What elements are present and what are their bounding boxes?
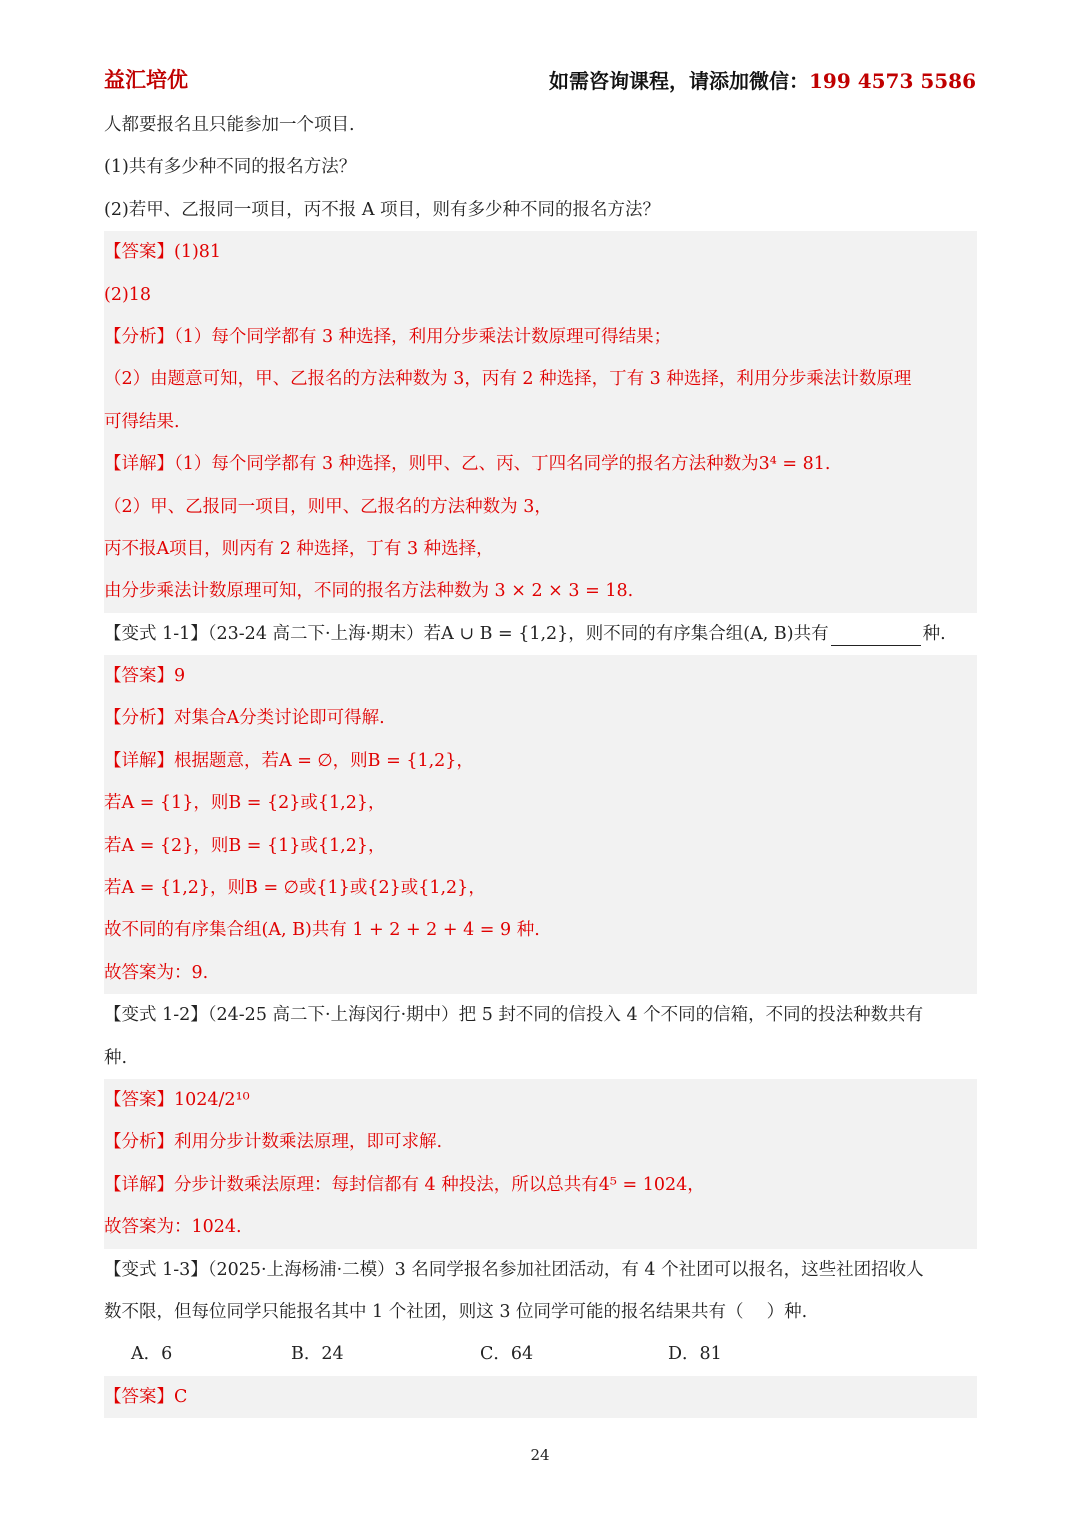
answer-line: (2)18	[104, 284, 152, 305]
choice-b: B．24	[291, 1344, 344, 1365]
detail-line	[104, 1164, 977, 1206]
question-tag: 【变式 1-2】	[104, 1005, 208, 1026]
answer-tag: 【答案】	[104, 1089, 174, 1110]
analysis-line	[104, 1121, 977, 1163]
question-text: （2025·上海杨浦·二模）3 名同学报名参加社团活动，有 4 个社团可以报名，这些社团招收人	[207, 1259, 924, 1280]
answer-tag: 【答案】	[104, 1386, 174, 1407]
detail-line: 故答案为：1024.	[104, 1217, 242, 1238]
detail-tag: 【详解】	[104, 750, 174, 771]
detail-line: 若A = {1,2}，则B = ∅或{1}或{2}或{1,2}，	[104, 878, 486, 899]
detail-line: 若A = {1}，则B = {2}或{1,2}，	[104, 793, 386, 814]
question-tag: 【变式 1-3】	[104, 1259, 208, 1280]
detail-text: （1）每个同学都有 3 种选择，则甲、乙、丙、丁四名同学的报名方法种数为3⁴ = 81.	[174, 454, 831, 475]
detail-line: 由分步乘法计数原理可知，不同的报名方法种数为 3 × 2 × 3 = 18.	[104, 581, 634, 602]
contact-prefix: 如需咨询课程，请添加微信：	[548, 68, 809, 93]
analysis-text: （1）每个同学都有 3 种选择，利用分步乘法计数原理可得结果；	[174, 326, 672, 347]
choice-a: A．6	[131, 1344, 173, 1365]
detail-tag: 【详解】	[104, 454, 174, 475]
detail-line	[104, 740, 977, 782]
detail-text: 根据题意，若A = ∅，则B = {1,2}，	[174, 750, 474, 771]
choice-c: C．64	[480, 1344, 534, 1365]
answer-line	[104, 231, 977, 273]
answer-tag: 【答案】	[104, 666, 174, 687]
question-text: 人都要报名且只能参加一个项目.	[104, 115, 355, 135]
analysis-tag: 【分析】	[104, 1132, 174, 1153]
page-header	[104, 62, 976, 96]
detail-line: 若A = {2}，则B = {1}或{1,2}，	[104, 835, 386, 856]
detail-line: 故答案为：9.	[104, 962, 209, 983]
document-body	[104, 104, 977, 1418]
choice-d: D．81	[668, 1344, 722, 1365]
solution-block	[104, 1376, 977, 1418]
question-text: 种.	[922, 623, 946, 644]
detail-line: 故不同的有序集合组(A, B)共有 1 + 2 + 2 + 4 = 9 种.	[104, 920, 540, 941]
contact-phone: 199 4573 5586	[808, 68, 976, 93]
question-line	[104, 994, 977, 1036]
question-tag: 【变式 1-1】	[104, 623, 208, 644]
detail-line: 丙不报A项目，则丙有 2 种选择，丁有 3 种选择，	[104, 538, 494, 559]
answer-text: 9	[174, 666, 186, 687]
question-text: （24-25 高二下·上海闵行·期中）把 5 封不同的信投入 4 个不同的信箱，不同的投法种数共有	[207, 1005, 924, 1026]
detail-line	[104, 443, 977, 485]
question-text: 种.	[104, 1047, 128, 1068]
analysis-line	[104, 316, 977, 358]
solution-block	[104, 231, 977, 613]
solution-block	[104, 1079, 977, 1249]
analysis-line: 可得结果.	[104, 411, 180, 432]
analysis-line	[104, 697, 977, 739]
answer-line	[104, 1079, 977, 1121]
question-line	[104, 613, 977, 655]
answer-tag: 【答案】	[104, 242, 174, 263]
analysis-tag: 【分析】	[104, 326, 174, 347]
contact-info	[549, 65, 976, 94]
question-line	[104, 1249, 977, 1291]
analysis-line: （2）由题意可知，甲、乙报名的方法种数为 3，丙有 2 种选择，丁有 3 种选择，利用分步乘法计数原理	[104, 369, 912, 390]
answer-text: C	[174, 1386, 188, 1407]
analysis-text: 利用分步计数乘法原理，即可求解.	[174, 1132, 443, 1153]
answer-text: (1)81	[174, 242, 222, 263]
question-text: （23-24 高二下·上海·期末）若A ∪ B = {1,2}，则不同的有序集合组(A, B)共有	[207, 623, 829, 644]
choice-row	[104, 1333, 977, 1375]
brand-name: 益汇培优	[104, 67, 188, 92]
solution-block	[104, 655, 977, 994]
question-text: 数不限，但每位同学只能报名其中 1 个社团，则这 3 位同学可能的报名结果共有（ ）种.	[104, 1301, 808, 1322]
page-number: 24	[530, 1446, 550, 1464]
question-text: (2)若甲、乙报同一项目，丙不报 A 项目，则有多少种不同的报名方法？	[104, 199, 661, 220]
analysis-tag: 【分析】	[104, 708, 174, 729]
answer-line	[104, 655, 977, 697]
detail-line: （2）甲、乙报同一项目，则甲、乙报名的方法种数为 3，	[104, 496, 552, 517]
analysis-text: 对集合A分类讨论即可得解.	[174, 708, 385, 729]
detail-text: 分步计数乘法原理：每封信都有 4 种投法，所以总共有4⁵ = 1024，	[174, 1174, 705, 1195]
answer-line	[104, 1376, 977, 1418]
question-text: (1)共有多少种不同的报名方法？	[104, 157, 357, 178]
answer-text: 1024/2¹⁰	[174, 1089, 250, 1110]
detail-tag: 【详解】	[104, 1174, 174, 1195]
answer-blank	[831, 623, 921, 646]
